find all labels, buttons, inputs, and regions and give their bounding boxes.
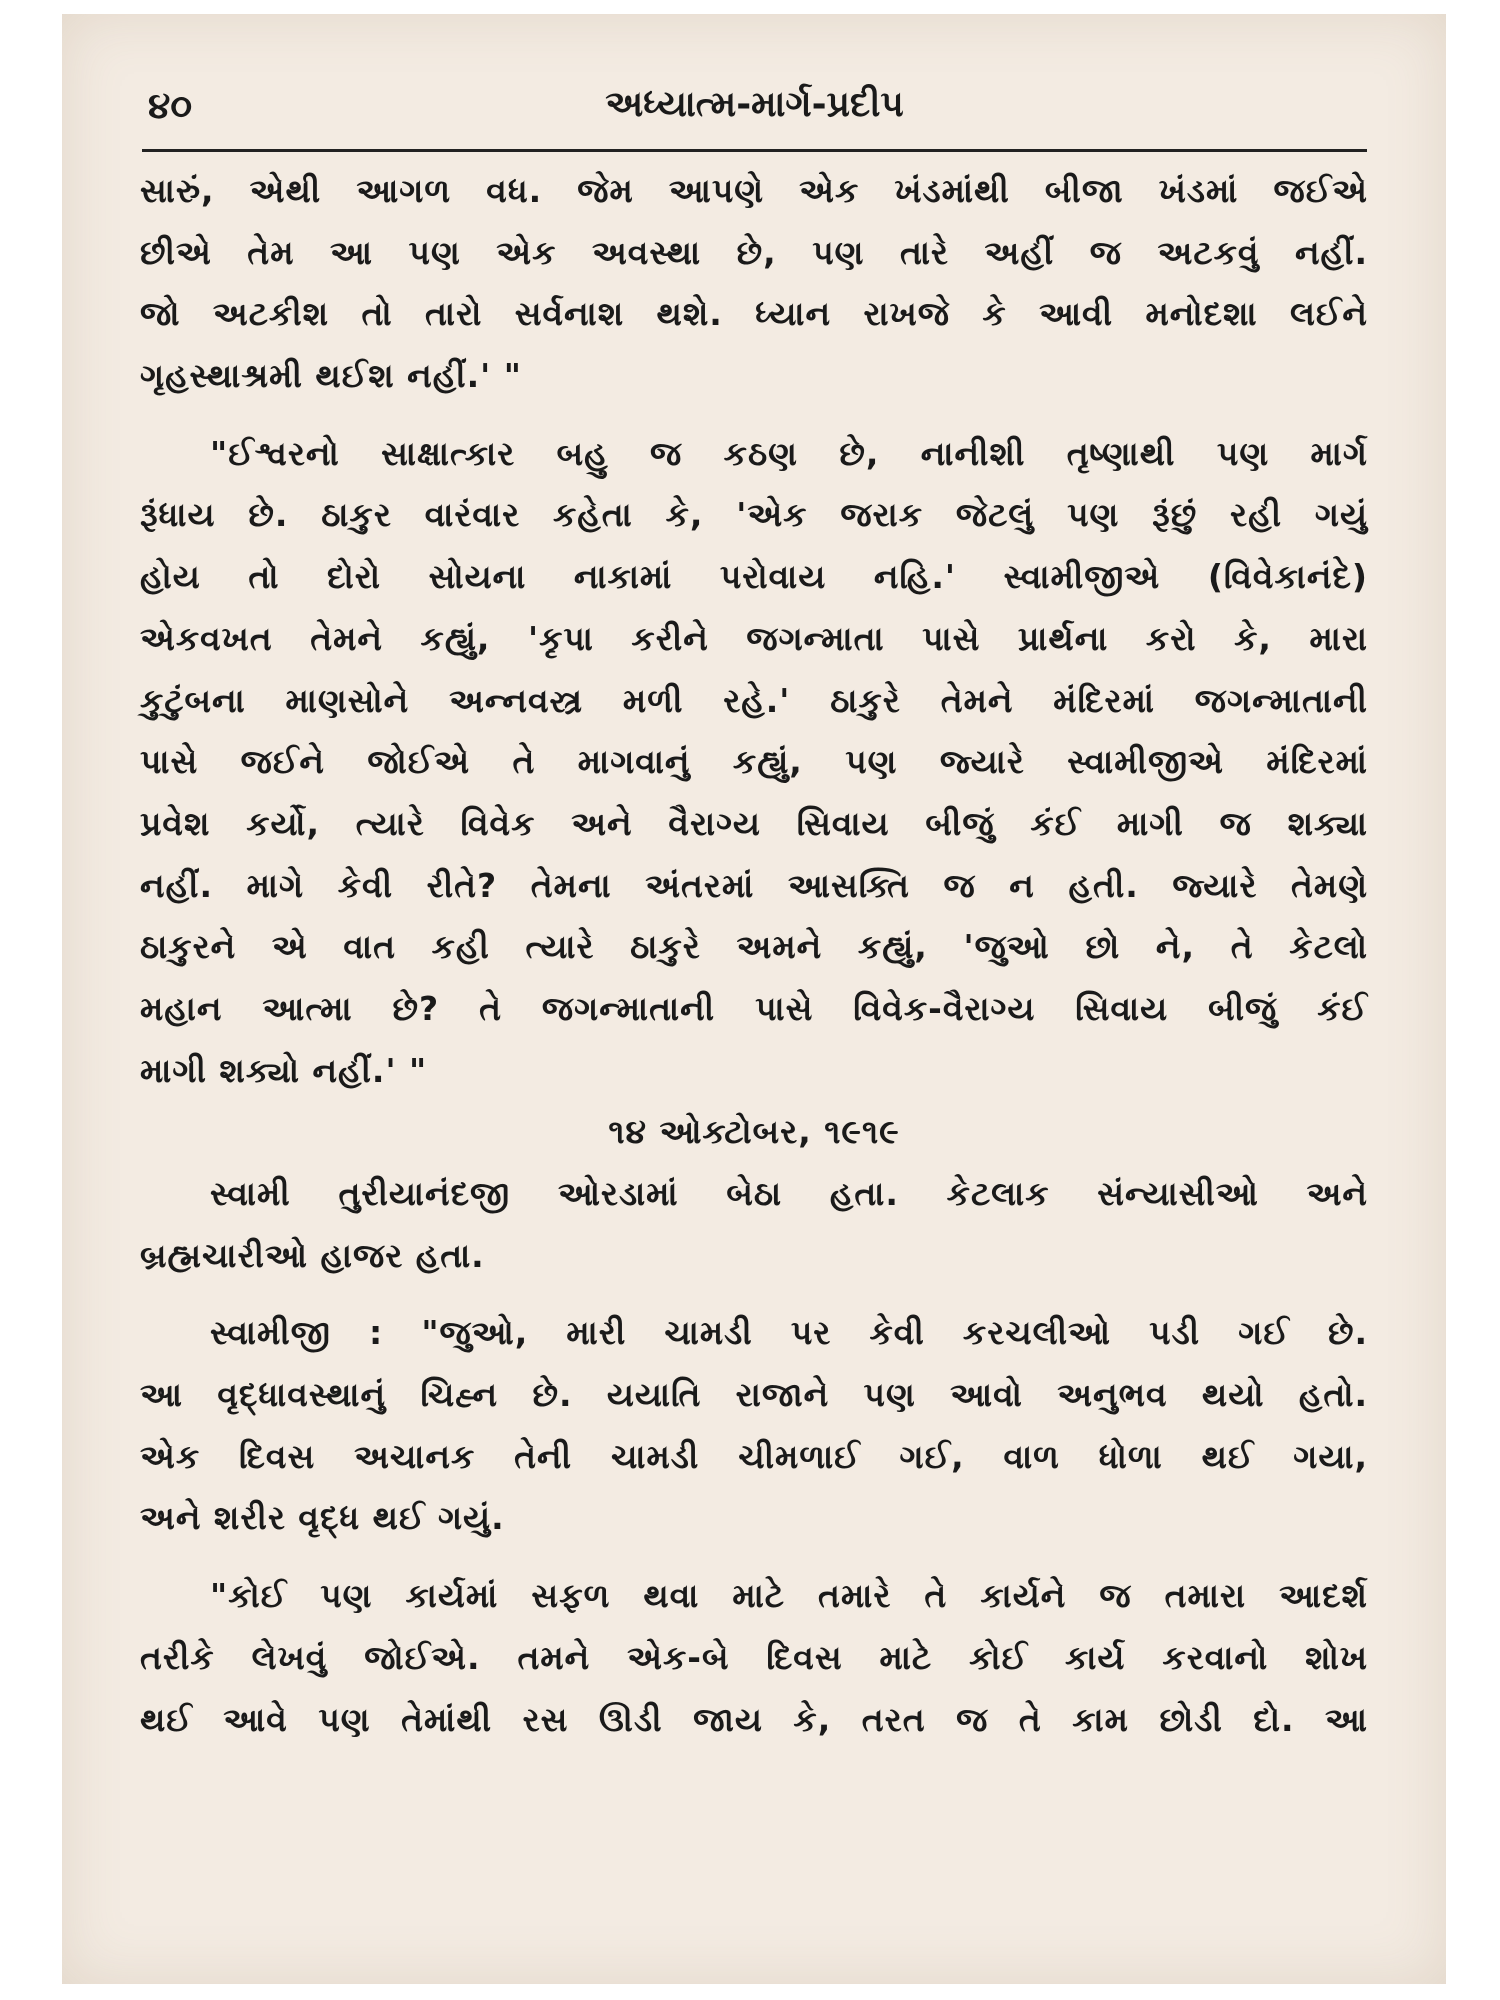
page-header — [142, 76, 1367, 140]
text-line: ઠાકુરને એ વાત કહી ત્યારે ઠાકુરે અમને કહ્યું, 'જુઓ છો ને, તે કેટલો — [140, 927, 1368, 967]
text-line: રૂંધાય છે. ઠાકુર વારંવાર કહેતા કે, 'એક જરાક જેટલું પણ રૂંછું રહી ગયું — [140, 495, 1368, 535]
text-line: ગૃહસ્થાશ્રમી થઈશ નહીં.' " — [140, 356, 522, 396]
text-line: એકવખત તેમને કહ્યું, 'કૃપા કરીને જગન્માતા પાસે પ્રાર્થના કરો કે, મારા — [140, 618, 1368, 658]
page-number: ૪૦ — [148, 86, 192, 127]
text-line: સ્વામીજી : "જુઓ, મારી ચામડી પર કેવી કરચલીઓ પડી ગઈ છે. — [210, 1313, 1368, 1353]
text-line: સ્વામી તુરીયાનંદજી ઓરડામાં બેઠા હતા. કેટલાક સંન્યાસીઓ અને — [210, 1174, 1368, 1213]
text-line: કુટુંબના માણસોને અન્નવસ્ત્ર મળી રહે.' ઠાકુરે તેમને મંદિરમાં જગન્માતાની — [140, 680, 1368, 720]
text-line: "કોઈ પણ કાર્યમાં સફળ થવા માટે તમારે તે કાર્યને જ તમારા આદર્શ — [210, 1576, 1368, 1616]
text-line: "ઈશ્વરનો સાક્ષાત્કાર બહુ જ કઠણ છે, નાનીશી તૃષ્ણાથી પણ માર્ગ — [210, 433, 1368, 473]
text-line: સારું, એથી આગળ વધ. જેમ આપણે એક ખંડમાંથી બીજા ખંડમાં જઈએ — [140, 171, 1368, 210]
date-heading: ૧૪ ઓક્ટોબર, ૧૯૧૯ — [608, 1112, 900, 1152]
text-line: પાસે જઈને જોઈએ તે માગવાનું કહ્યું, પણ જ્યારે સ્વામીજીએ મંદિરમાં — [140, 742, 1368, 782]
text-line: આ વૃદ્ધાવસ્થાનું ચિહ્ન છે. યયાતિ રાજાને પણ આવો અનુભવ થયો હતો. — [140, 1375, 1368, 1415]
running-title: અધ્યાત્મ-માર્ગ-પ્રદીપ — [605, 84, 904, 125]
text-line: જો અટકીશ તો તારો સર્વનાશ થશે. ધ્યાન રાખજે કે આવી મનોદશા લઈને — [140, 294, 1368, 334]
text-line: હોય તો દોરો સોયના નાકામાં પરોવાય નહિ.' સ્વામીજીએ (વિવેકાનંદે) — [140, 557, 1368, 597]
text-line: નહીં. માગે કેવી રીતે? તેમના અંતરમાં આસક્તિ જ ન હતી. જ્યારે તેમણે — [140, 865, 1368, 905]
header-rule — [142, 149, 1367, 152]
text-line: બ્રહ્મચારીઓ હાજર હતા. — [140, 1235, 485, 1275]
text-line: અને શરીર વૃદ્ધ થઈ ગયું. — [140, 1498, 505, 1538]
text-line: થઈ આવે પણ તેમાંથી રસ ઊડી જાય કે, તરત જ તે કામ છોડી દો. આ — [140, 1699, 1368, 1739]
text-line: તરીકે લેખવું જોઈએ. તમને એક-બે દિવસ માટે કોઈ કાર્ય કરવાનો શોખ — [140, 1637, 1368, 1677]
text-line: છીએ તેમ આ પણ એક અવસ્થા છે, પણ તારે અહીં જ અટકવું નહીં. — [140, 232, 1368, 272]
text-line: એક દિવસ અચાનક તેની ચામડી ચીમળાઈ ગઈ, વાળ ધોળા થઈ ગયા, — [140, 1436, 1368, 1476]
text-line: માગી શક્યો નહીં.' " — [140, 1050, 428, 1090]
text-line: મહાન આત્મા છે? તે જગન્માતાની પાસે વિવેક-વૈરાગ્ય સિવાય બીજું કંઈ — [140, 988, 1368, 1028]
book-page — [62, 14, 1446, 1984]
body-text — [140, 160, 1368, 1750]
text-line: પ્રવેશ કર્યો, ત્યારે વિવેક અને વૈરાગ્ય સિવાય બીજું કંઈ માગી જ શક્યા — [140, 803, 1368, 843]
